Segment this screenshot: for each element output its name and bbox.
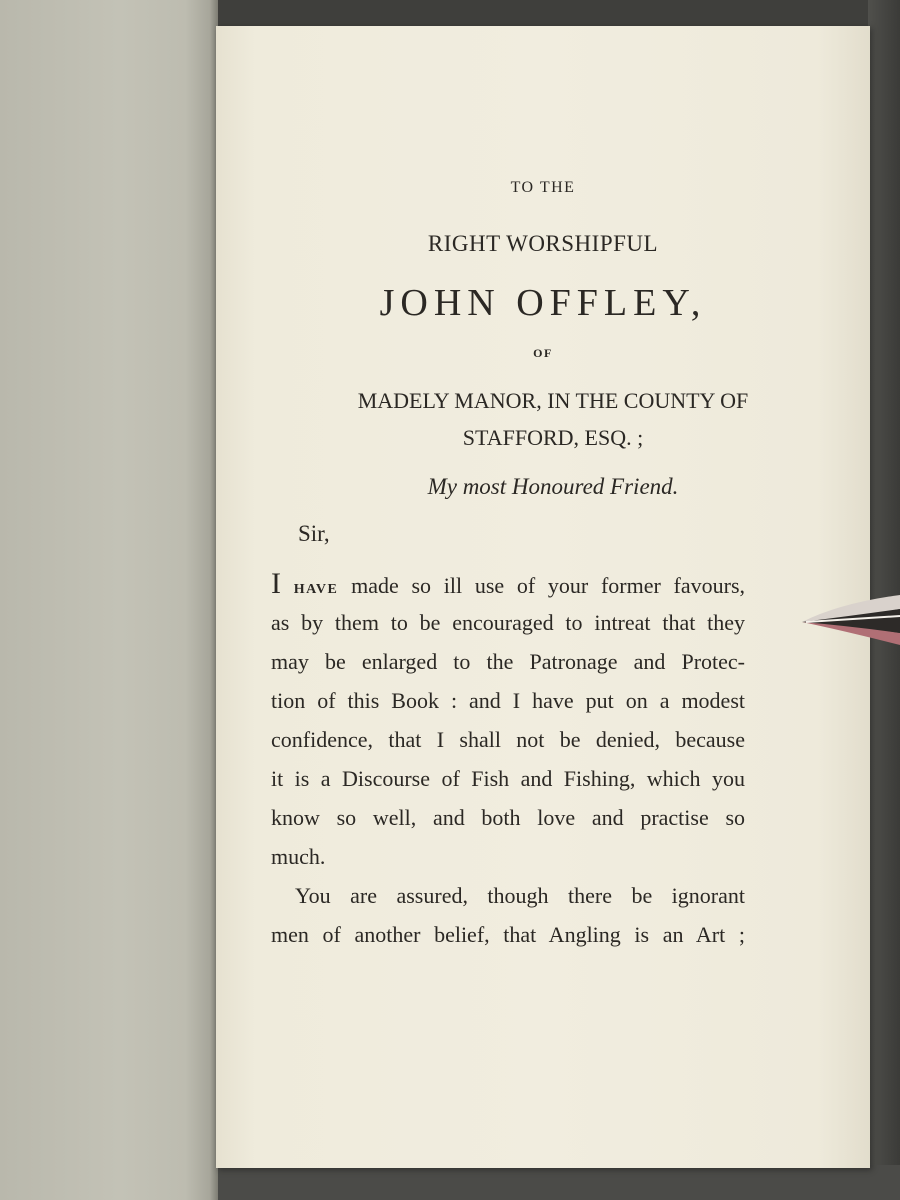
dedication-of: OF: [533, 346, 553, 360]
salutation: Sir,: [298, 521, 330, 546]
paragraph-1-line: tion of this Book : and I have put on a modest: [271, 688, 745, 713]
paragraph-2-line: You are assured, though there be ignorant: [295, 883, 745, 908]
dedication-friend: My most Honoured Friend.: [427, 474, 679, 499]
paragraph-1-line: much.: [271, 844, 326, 869]
background-bottom: [218, 1165, 900, 1200]
paragraph-1-line: know so well, and both love and practise so: [271, 805, 745, 830]
dedication-address-line-1: MADELY MANOR, IN THE COUNTY OF: [357, 388, 749, 413]
book-page: [216, 26, 870, 1168]
dedication-address-line-2: STAFFORD, ESQ. ;: [462, 425, 644, 450]
paragraph-1-line: [271, 564, 745, 603]
paragraph-1-line: it is a Discourse of Fish and Fishing, which you: [271, 766, 745, 791]
book-board-left: [0, 0, 218, 1200]
body-text: [271, 564, 745, 954]
dedication-to-the: TO THE: [510, 179, 576, 196]
paragraph-1-line: may be enlarged to the Patronage and Protec-: [271, 649, 745, 674]
paragraph-1-line: as by them to be encouraged to intreat that they: [271, 610, 745, 635]
small-caps-word: HAVE: [293, 582, 339, 597]
letter-opener-icon: [800, 583, 900, 653]
dedication-right-worshipful: RIGHT WORSHIPFUL: [427, 231, 659, 256]
dedication-name: JOHN OFFLEY,: [379, 282, 707, 324]
paragraph-1-line: confidence, that I shall not be denied, because: [271, 727, 745, 752]
paragraph-2-line: men of another belief, that Angling is an Art ;: [271, 922, 745, 947]
paragraph-1-first-line-text: made so ill use of your former favours,: [338, 573, 745, 598]
drop-cap: I: [271, 567, 281, 600]
